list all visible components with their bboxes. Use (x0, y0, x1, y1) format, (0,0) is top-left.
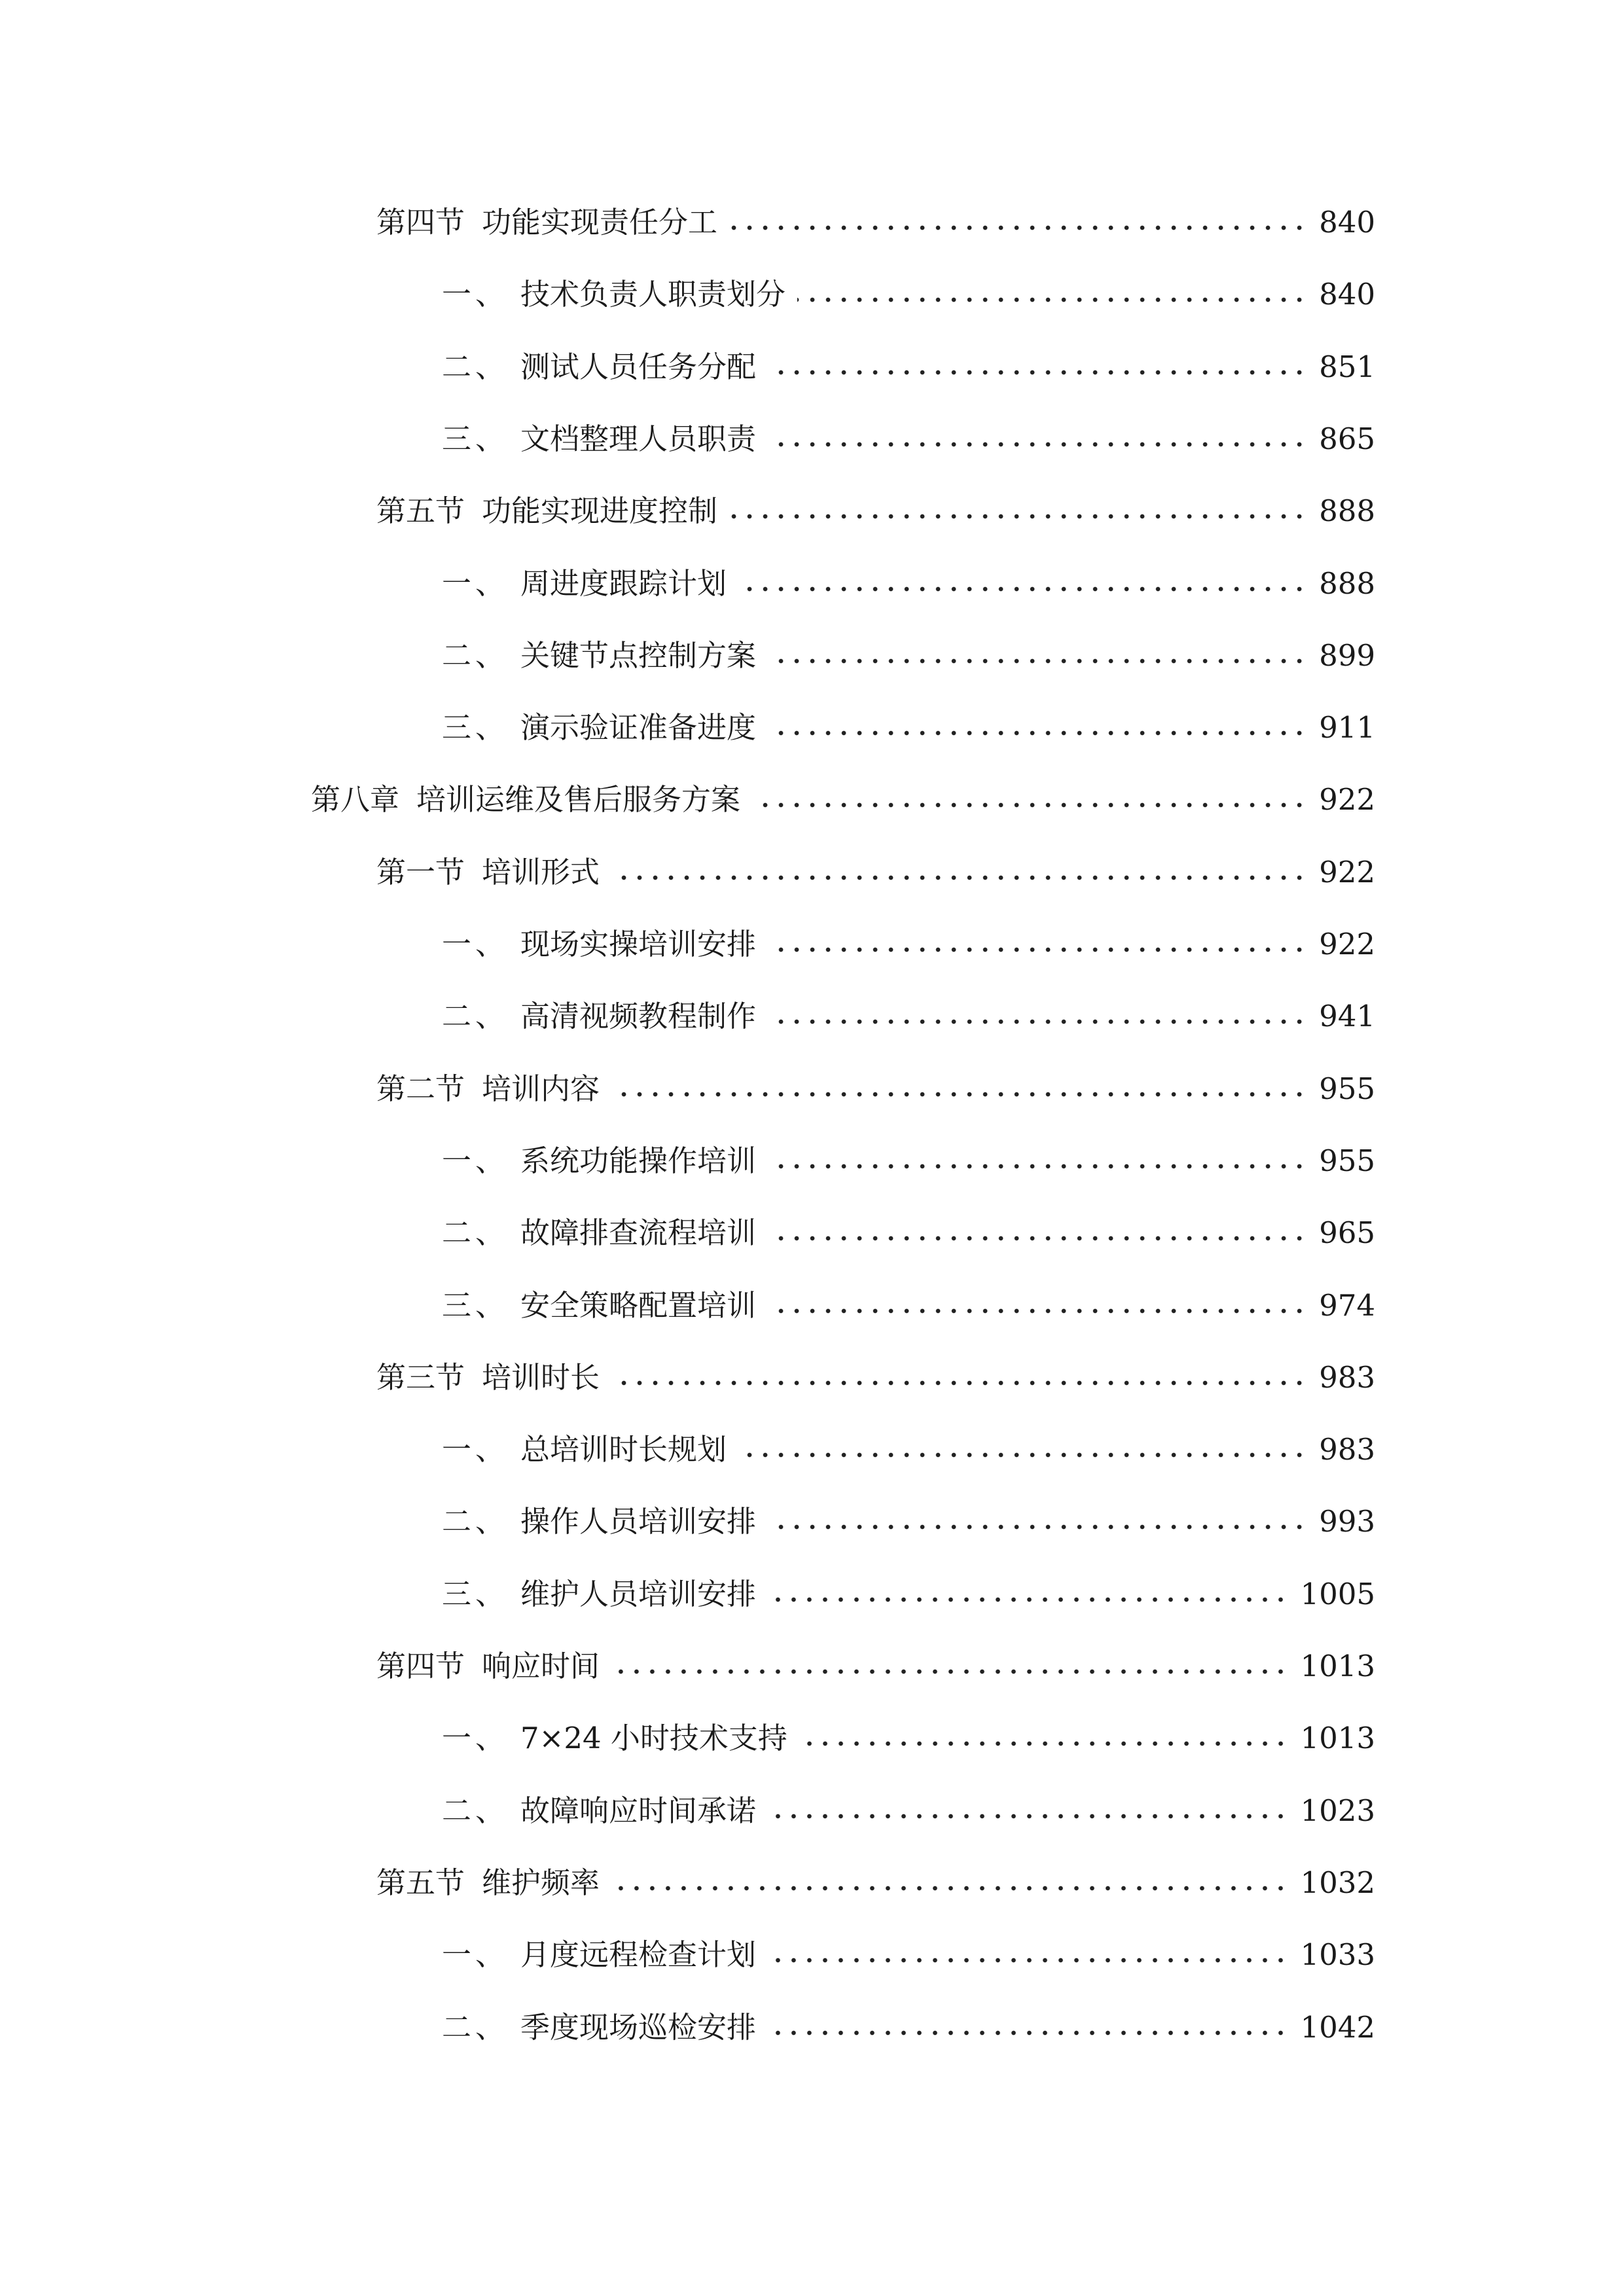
toc-entry-title: 培训运维及售后服务方案 (416, 782, 741, 817)
toc-entry-number: 第二节 (376, 1071, 465, 1106)
toc-entry-page-number: 1005 (1300, 1576, 1375, 1611)
toc-entry-number: 二、 (442, 1215, 509, 1251)
toc-entry[interactable] (376, 1850, 1375, 1903)
toc-entry-page-number: 1013 (1300, 1649, 1375, 1683)
toc-entry[interactable] (442, 1562, 1375, 1614)
toc-entry-number: 三、 (442, 1576, 509, 1611)
toc-entry-title: 测试人员任务分配 (520, 349, 757, 384)
toc-entry-title: 总培训时长规划 (520, 1432, 727, 1467)
toc-dot-leader (768, 1160, 1307, 1173)
toc-entry-page-number: 865 (1319, 421, 1375, 456)
toc-entry[interactable] (442, 1273, 1375, 1325)
toc-entry-number: 第五节 (376, 1865, 465, 1900)
toc-entry-title: 响应时间 (482, 1649, 600, 1683)
toc-entry[interactable] (442, 334, 1375, 387)
toc-dot-leader (768, 1593, 1288, 1606)
toc-entry-page-number: 983 (1319, 1359, 1375, 1395)
toc-entry-title: 演示验证准备进度 (520, 710, 757, 745)
toc-entry-number: 第四节 (376, 1649, 465, 1683)
toc-entry[interactable] (376, 478, 1375, 531)
toc-entry-title: 系统功能操作培训 (520, 1143, 757, 1178)
toc-entry[interactable] (376, 190, 1375, 242)
toc-dot-leader (611, 1882, 1288, 1895)
toc-entry[interactable] (376, 840, 1375, 892)
toc-dot-leader (738, 1448, 1307, 1462)
toc-entry[interactable] (442, 912, 1375, 964)
toc-entry-page-number: 983 (1319, 1432, 1375, 1467)
toc-entry-page-number: 851 (1319, 349, 1375, 384)
toc-entry[interactable] (442, 623, 1375, 675)
toc-entry-page-number: 955 (1319, 1071, 1375, 1106)
toc-entry-number: 一、 (442, 1937, 509, 1973)
toc-entry[interactable] (442, 551, 1375, 603)
toc-entry[interactable] (311, 767, 1375, 819)
toc-entry[interactable] (376, 1056, 1375, 1109)
toc-entry-page-number: 922 (1319, 927, 1375, 961)
toc-entry-title: 高清视频教程制作 (520, 999, 757, 1034)
toc-entry-page-number: 899 (1319, 637, 1375, 673)
toc-entry-number: 第八章 (311, 782, 400, 817)
toc-dot-leader (768, 2026, 1288, 2039)
toc-entry-number: 二、 (442, 1793, 509, 1828)
toc-entry-title: 培训内容 (482, 1071, 600, 1106)
toc-entry-number: 一、 (442, 1432, 509, 1467)
toc-entry-page-number: 840 (1319, 277, 1375, 312)
toc-entry-title: 操作人员培训安排 (520, 1504, 757, 1539)
toc-entry-title: 关键节点控制方案 (520, 637, 757, 673)
toc-entry-number: 二、 (442, 349, 509, 384)
toc-entry-title: 培训形式 (482, 854, 600, 889)
toc-dot-leader (799, 1737, 1289, 1750)
toc-entry[interactable] (442, 984, 1375, 1036)
toc-dot-leader (768, 655, 1307, 668)
toc-entry-number: 一、 (442, 1143, 509, 1178)
toc-dot-leader (768, 1015, 1307, 1028)
toc-dot-leader (729, 510, 1307, 523)
toc-entry[interactable] (442, 1417, 1375, 1469)
toc-dot-leader (752, 798, 1307, 812)
toc-entry-page-number: 911 (1319, 710, 1375, 745)
toc-dot-leader (768, 1232, 1307, 1245)
toc-entry-title: 安全策略配置培训 (520, 1287, 757, 1323)
toc-entry-title: 现场实操培训安排 (520, 927, 757, 961)
toc-entry-title: 功能实现进度控制 (482, 493, 718, 529)
toc-entry-number: 三、 (442, 421, 509, 456)
toc-entry-page-number: 1013 (1300, 1721, 1375, 1756)
toc-entry-number: 一、 (442, 1721, 509, 1756)
toc-entry[interactable] (442, 1922, 1375, 1975)
toc-entry-title: 培训时长 (482, 1359, 600, 1395)
toc-entry-title: 文档整理人员职责 (520, 421, 757, 456)
toc-entry-number: 一、 (442, 927, 509, 961)
toc-dot-leader (611, 1088, 1307, 1101)
toc-entry-title: 维护人员培训安排 (520, 1576, 757, 1611)
toc-entry-page-number: 993 (1319, 1504, 1375, 1539)
toc-entry-number: 二、 (442, 1504, 509, 1539)
toc-entry-number: 第五节 (376, 493, 465, 529)
toc-dot-leader (611, 1376, 1307, 1390)
toc-entry-title: 故障排查流程培训 (520, 1215, 757, 1251)
toc-entry[interactable] (442, 1706, 1375, 1758)
toc-dot-leader (768, 1304, 1307, 1318)
toc-entry-page-number: 922 (1319, 854, 1375, 889)
toc-entry-page-number: 941 (1319, 999, 1375, 1034)
toc-entry-page-number: 888 (1319, 493, 1375, 529)
toc-entry-title: 维护频率 (482, 1865, 600, 1900)
toc-entry-title: 月度远程检查计划 (520, 1937, 757, 1973)
toc-entry-page-number: 922 (1319, 782, 1375, 817)
toc-entry-title: 季度现场巡检安排 (520, 2009, 757, 2045)
toc-entry-number: 三、 (442, 1287, 509, 1323)
toc-entry-page-number: 1033 (1300, 1937, 1375, 1973)
toc-entry[interactable] (376, 1634, 1375, 1686)
toc-entry[interactable] (442, 262, 1375, 314)
toc-dot-leader (768, 943, 1307, 956)
toc-entry-page-number: 1023 (1300, 1793, 1375, 1828)
toc-dot-leader (768, 726, 1307, 740)
toc-entry-title: 功能实现责任分工 (482, 205, 718, 240)
toc-entry-number: 二、 (442, 999, 509, 1034)
toc-entry-number: 第三节 (376, 1359, 465, 1395)
toc-entry-title: 故障响应时间承诺 (520, 1793, 757, 1828)
toc-dot-leader (768, 1520, 1307, 1534)
toc-entry[interactable] (442, 695, 1375, 747)
toc-entry-page-number: 1042 (1300, 2009, 1375, 2045)
toc-entry-number: 一、 (442, 277, 509, 312)
toc-entry-number: 二、 (442, 2009, 509, 2045)
toc-entry-number: 一、 (442, 565, 509, 601)
toc-entry[interactable] (442, 1995, 1375, 2047)
toc-entry-number: 第一节 (376, 854, 465, 889)
toc-dot-leader (797, 293, 1307, 306)
toc-entry-page-number: 1032 (1300, 1865, 1375, 1900)
toc-entry[interactable] (442, 406, 1375, 459)
toc-dot-leader (729, 221, 1307, 234)
toc-dot-leader (768, 366, 1307, 379)
toc-entry[interactable] (442, 1489, 1375, 1541)
toc-entry-number: 三、 (442, 710, 509, 745)
toc-entry[interactable] (442, 1778, 1375, 1831)
toc-entry[interactable] (442, 1128, 1375, 1181)
toc-entry-title: 7×24 小时技术支持 (520, 1721, 787, 1756)
toc-dot-leader (611, 871, 1307, 884)
toc-dot-leader (738, 583, 1307, 596)
toc-dot-leader (611, 1665, 1288, 1678)
toc-entry-title: 周进度跟踪计划 (520, 565, 727, 601)
toc-dot-leader (768, 1810, 1288, 1823)
toc-entry-page-number: 955 (1319, 1143, 1375, 1178)
toc-entry-title: 技术负责人职责划分 (520, 277, 786, 312)
toc-entry-page-number: 840 (1319, 205, 1375, 240)
toc-dot-leader (768, 1954, 1288, 1967)
toc-entry-number: 第四节 (376, 205, 465, 240)
toc-entry[interactable] (442, 1200, 1375, 1253)
toc-entry-page-number: 965 (1319, 1215, 1375, 1251)
toc-entry[interactable] (376, 1345, 1375, 1397)
toc-dot-leader (768, 438, 1307, 451)
toc-entry-number: 二、 (442, 637, 509, 673)
toc-entry-page-number: 888 (1319, 565, 1375, 601)
toc-entry-page-number: 974 (1319, 1287, 1375, 1323)
